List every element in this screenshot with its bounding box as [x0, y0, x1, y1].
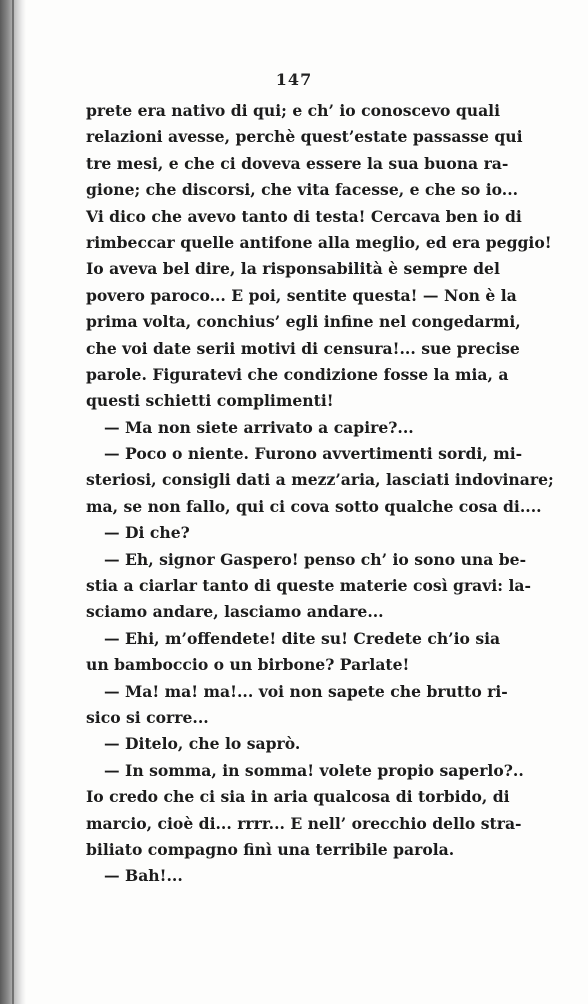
text-line: prima volta, conchius’ egli infine nel congedarmi, [86, 312, 521, 332]
text-line: — Eh, signor Gaspero! penso ch’ io sono una be- [104, 549, 527, 569]
text-line: sico si corre... [86, 707, 209, 727]
text-line: steriosi, consigli dati a mezz’aria, lasciati indovinare; [86, 470, 554, 490]
text-line: — Ma non siete arrivato a capire?... [104, 417, 414, 437]
text-line: Io aveva bel dire, la risponsabilità è sempre del [86, 259, 500, 279]
binding-edge-line [12, 0, 14, 1004]
text-line: tre mesi, e che ci doveva essere la sua buona ra- [86, 153, 509, 173]
text-line: sciamo andare, lasciamo andare... [86, 602, 384, 622]
text-line: relazioni avesse, perchè quest’estate passasse qui [86, 127, 523, 147]
text-line: — Poco o niente. Furono avvertimenti sordi, mi- [104, 444, 523, 464]
text-line: — In somma, in somma! volete propio saperlo?.. [104, 760, 524, 780]
text-line: Vi dico che avevo tanto di testa! Cercava ben io di [86, 206, 522, 226]
text-line: gione; che discorsi, che vita facesse, e che so io... [86, 180, 519, 200]
text-line: che voi date serii motivi di censura!... sue precise [86, 338, 520, 358]
text-line: Io credo che ci sia in aria qualcosa di torbido, di [86, 787, 510, 807]
text-line: marcio, cioè di... rrrr... E nell’ orecchio dello stra- [86, 813, 522, 833]
text-line: povero paroco... E poi, sentite questa! — Non è la [86, 285, 517, 305]
text-line: rimbeccar quelle antifone alla meglio, ed era peggio! [86, 232, 552, 252]
text-line: — Ehi, m’offendete! dite su! Credete ch’io sia [104, 628, 501, 648]
text-line: biliato compagno finì una terribile parola. [86, 839, 455, 859]
text-line: — Bah!... [104, 866, 183, 886]
text-line: prete era nativo di qui; e ch’ io conoscevo quali [86, 101, 501, 120]
text-line: — Ma! ma! ma!... voi non sapete che brutto ri- [104, 681, 508, 701]
page-number: 147 [275, 70, 313, 89]
text-line: un bamboccio o un birbone? Parlate! [86, 655, 410, 675]
text-line: — Di che? [104, 523, 190, 543]
text-line: questi schietti complimenti! [86, 391, 334, 411]
text-line: parole. Figuratevi che condizione fosse la mia, a [86, 364, 509, 384]
body-text [86, 98, 554, 890]
text-line: — Ditelo, che lo saprò. [104, 734, 301, 754]
text-line: stia a ciarlar tanto di queste materie così gravi: la- [86, 576, 531, 596]
text-line: ma, se non fallo, qui ci cova sotto qualche cosa di.... [86, 496, 542, 516]
book-spine-shadow [0, 0, 26, 1004]
